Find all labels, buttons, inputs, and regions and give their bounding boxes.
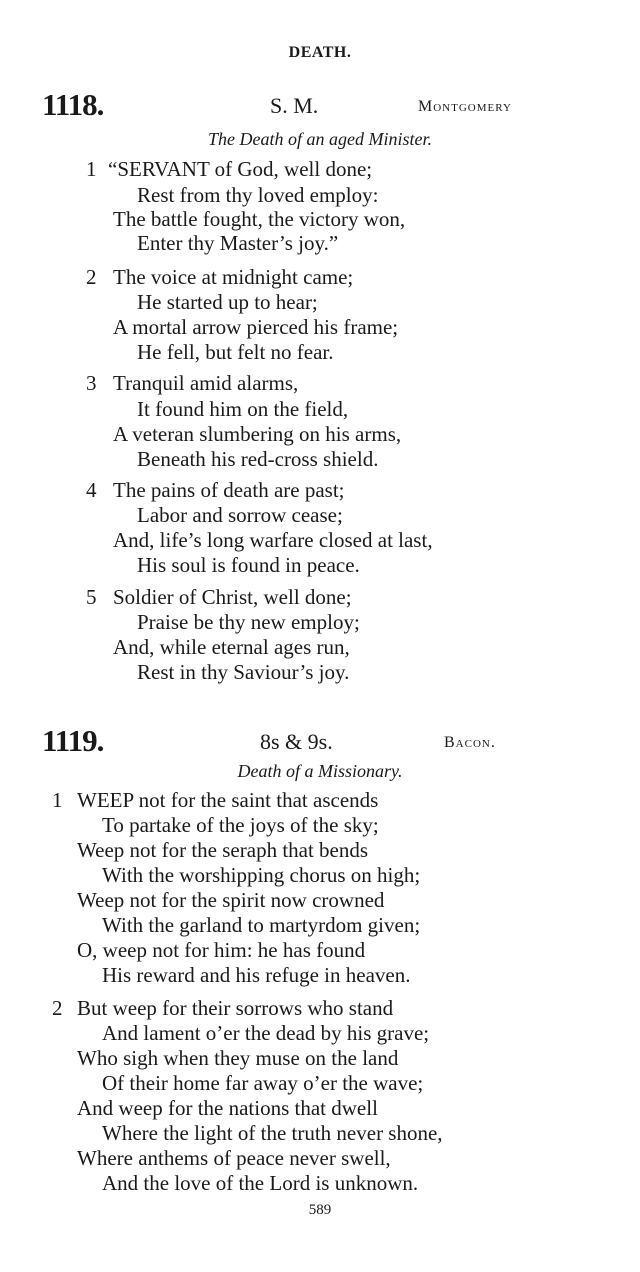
verse-line: Beneath his red-cross shield. (137, 447, 379, 471)
verse-line: Tranquil amid alarms, (113, 371, 299, 395)
verse-line: Where anthems of peace never swell, (77, 1146, 391, 1170)
stanza-number: 3 (86, 371, 97, 395)
stanza-number: 1 (52, 788, 63, 812)
verse-line: Rest in thy Saviour’s joy. (137, 660, 350, 684)
verse-line: Soldier of Christ, well done; (113, 585, 352, 609)
verse-line: Rest from thy loved employ: (137, 183, 379, 207)
verse-line: Where the light of the truth never shone, (102, 1121, 443, 1145)
verse-line: The voice at midnight came; (113, 265, 354, 289)
page-number: 589 (308, 1202, 332, 1218)
verse-line: And, life’s long warfare closed at last, (113, 528, 433, 552)
verse-line: O, weep not for him: he has found (77, 938, 366, 962)
hymn-author: Montgomery (418, 98, 512, 115)
hymn-header (42, 88, 562, 122)
stanza-number: 2 (86, 265, 97, 289)
verse-line: His reward and his refuge in heaven. (102, 963, 411, 987)
verse-line: But weep for their sorrows who stand (77, 996, 394, 1020)
verse-line: He fell, but felt no fear. (137, 340, 334, 364)
hymn-number: 1119. (42, 723, 104, 758)
stanza-number: 5 (86, 585, 97, 609)
stanza-number: 1 (86, 157, 97, 181)
verse-line: His soul is found in peace. (137, 553, 360, 577)
verse-line: To partake of the joys of the sky; (102, 813, 379, 837)
verse-line: Labor and sorrow cease; (137, 503, 343, 527)
verse-line: And weep for the nations that dwell (77, 1096, 378, 1120)
verse-line: And, while eternal ages run, (113, 635, 350, 659)
verse-line: A mortal arrow pierced his frame; (113, 315, 399, 339)
verse-line: WEEP not for the saint that ascends (77, 788, 379, 812)
hymn-meter: 8s & 9s. (260, 729, 333, 754)
verse-line: Of their home far away o’er the wave; (102, 1071, 424, 1095)
stanza-number: 2 (52, 996, 63, 1020)
running-head: DEATH. (288, 44, 352, 61)
verse-line: Weep not for the seraph that bends (77, 838, 369, 862)
verse-line: Who sigh when they muse on the land (77, 1046, 399, 1070)
verse-line: He started up to hear; (137, 290, 318, 314)
verse-line: With the garland to martyrdom given; (102, 913, 421, 937)
verse-line: Praise be thy new employ; (137, 610, 360, 634)
verse-line: And lament o’er the dead by his grave; (102, 1021, 430, 1045)
verse-line: It found him on the field, (137, 397, 349, 421)
verse-line: The battle fought, the victory won, (113, 207, 406, 231)
hymn-header (42, 724, 562, 758)
verse-line: A veteran slumbering on his arms, (113, 422, 402, 446)
hymn-subtitle: Death of a Missionary. (237, 761, 403, 781)
verse-line: “SERVANT of God, well done; (108, 157, 373, 181)
hymn-meter: S. M. (270, 93, 319, 118)
hymn-subtitle: The Death of an aged Minister. (208, 129, 432, 149)
verse-line: With the worshipping chorus on high; (102, 863, 421, 887)
verse-line: And the love of the Lord is unknown. (102, 1171, 419, 1195)
hymn-author: Bacon. (444, 734, 496, 751)
verse-line: Weep not for the spirit now crowned (77, 888, 385, 912)
stanza-number: 4 (86, 478, 97, 502)
hymn-number: 1118. (42, 87, 104, 122)
verse-line: The pains of death are past; (113, 478, 345, 502)
verse-line: Enter thy Master’s joy.” (137, 231, 339, 255)
